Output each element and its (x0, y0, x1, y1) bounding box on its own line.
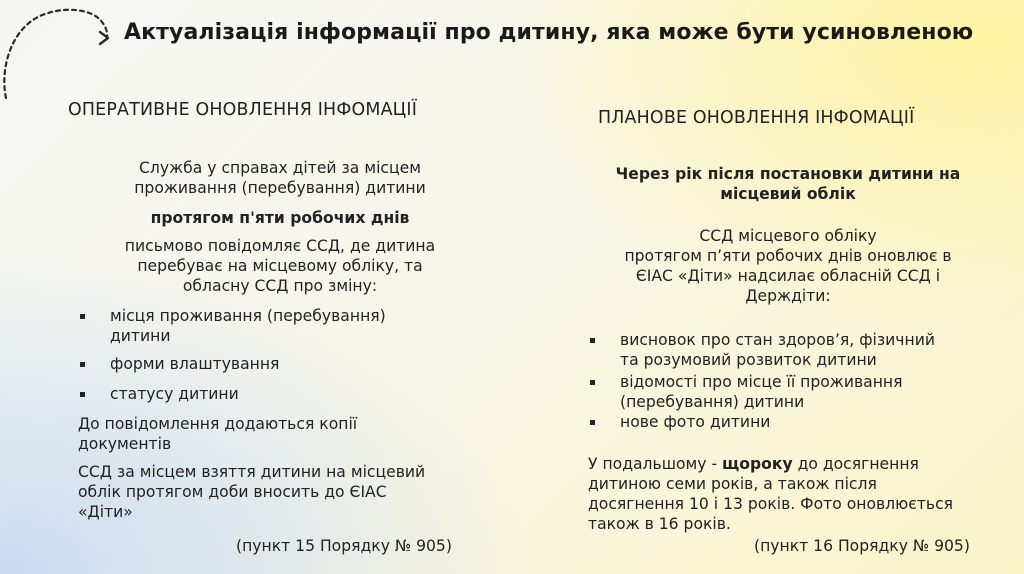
list-item (80, 384, 500, 404)
ssd-line: «Діти» (78, 503, 133, 521)
planned-body (568, 226, 1008, 306)
intro-line: Служба у справах дітей за місцем (139, 159, 421, 177)
subtitle-line: місцевий облік (720, 185, 856, 203)
documents-line: До повідомлення додаються копії (78, 415, 358, 433)
planned-heading: ПЛАНОВЕ ОНОВЛЕННЯ ІНФОМАЦІЇ (598, 108, 915, 128)
bullet-icon (590, 420, 595, 425)
planned-subtitle (568, 164, 1008, 204)
subtitle-line: Через рік після постановки дитини на (615, 165, 961, 183)
list-item (590, 372, 1000, 412)
ssd-line: ССД за місцем взяття дитини на місцевий (78, 463, 426, 481)
ssd-line: облік протягом доби вносить до ЄІАС (78, 483, 387, 501)
list-item-text: відомості про місце її проживання (620, 373, 903, 391)
notice-line: письмово повідомляє ССД, де дитина (124, 237, 436, 255)
body-line: ССД місцевого обліку (699, 227, 877, 245)
list-item-text: дитини (110, 327, 171, 345)
body-line: Держдіти: (745, 287, 831, 305)
list-item-text: (перебування) дитини (620, 393, 805, 411)
body-line: протягом п’яти робочих днів оновлює в (624, 247, 952, 265)
documents-line: документів (78, 435, 172, 453)
bullet-icon (80, 392, 85, 397)
later-text (588, 454, 1008, 534)
reference-left: (пункт 15 Порядку № 905) (236, 537, 452, 555)
list-item (590, 412, 1000, 432)
notice-text (60, 236, 500, 296)
later-line: також в 16 років. (588, 515, 731, 533)
annually-emphasis: щороку (722, 455, 793, 473)
later-suffix: до досягнення (792, 455, 919, 473)
deadline-text: протягом п'яти робочих днів (150, 209, 410, 227)
later-line: досягнення 10 і 13 років. Фото оновлюється (588, 495, 954, 513)
notice-line: обласну ССД про зміну: (182, 277, 378, 295)
list-item (590, 330, 1000, 370)
intro-line: проживання (перебування) дитини (134, 179, 426, 197)
ssd-text (78, 462, 498, 522)
list-item-text: та розумовий розвиток дитини (620, 351, 877, 369)
reference-right: (пункт 16 Порядку № 905) (754, 537, 970, 555)
documents-text (78, 414, 498, 454)
bullet-icon (590, 380, 595, 385)
bullet-icon (590, 338, 595, 343)
list-item-text: форми влаштування (110, 355, 280, 373)
chevron-right-icon (100, 32, 108, 44)
body-line: ЄІАС «Діти» надсилає обласній ССД і (635, 267, 941, 285)
list-item-text: висновок про стан здоров’я, фізичний (620, 331, 935, 349)
bullet-icon (80, 314, 85, 319)
update-list (590, 330, 1000, 432)
operative-heading: ОПЕРАТИВНЕ ОНОВЛЕННЯ ІНФОМАЦІЇ (68, 100, 418, 120)
page-title: Актуалізація інформації про дитину, яка може бути усиновленою (124, 20, 974, 45)
bullet-icon (80, 362, 85, 367)
intro-text (60, 158, 500, 198)
list-item (80, 354, 500, 374)
list-item-text: нове фото дитини (620, 413, 771, 431)
change-list (80, 306, 500, 404)
notice-line: перебуває на місцевому обліку, та (137, 257, 423, 275)
later-line: дитиною семи років, а також після (588, 475, 877, 493)
list-item (80, 306, 500, 346)
list-item-text: статусу дитини (110, 385, 239, 403)
later-prefix: У подальшому - (588, 455, 723, 473)
dashed-curve-decoration (0, 0, 124, 100)
later-line (588, 454, 1008, 474)
list-item-text: місця проживання (перебування) (110, 307, 386, 325)
